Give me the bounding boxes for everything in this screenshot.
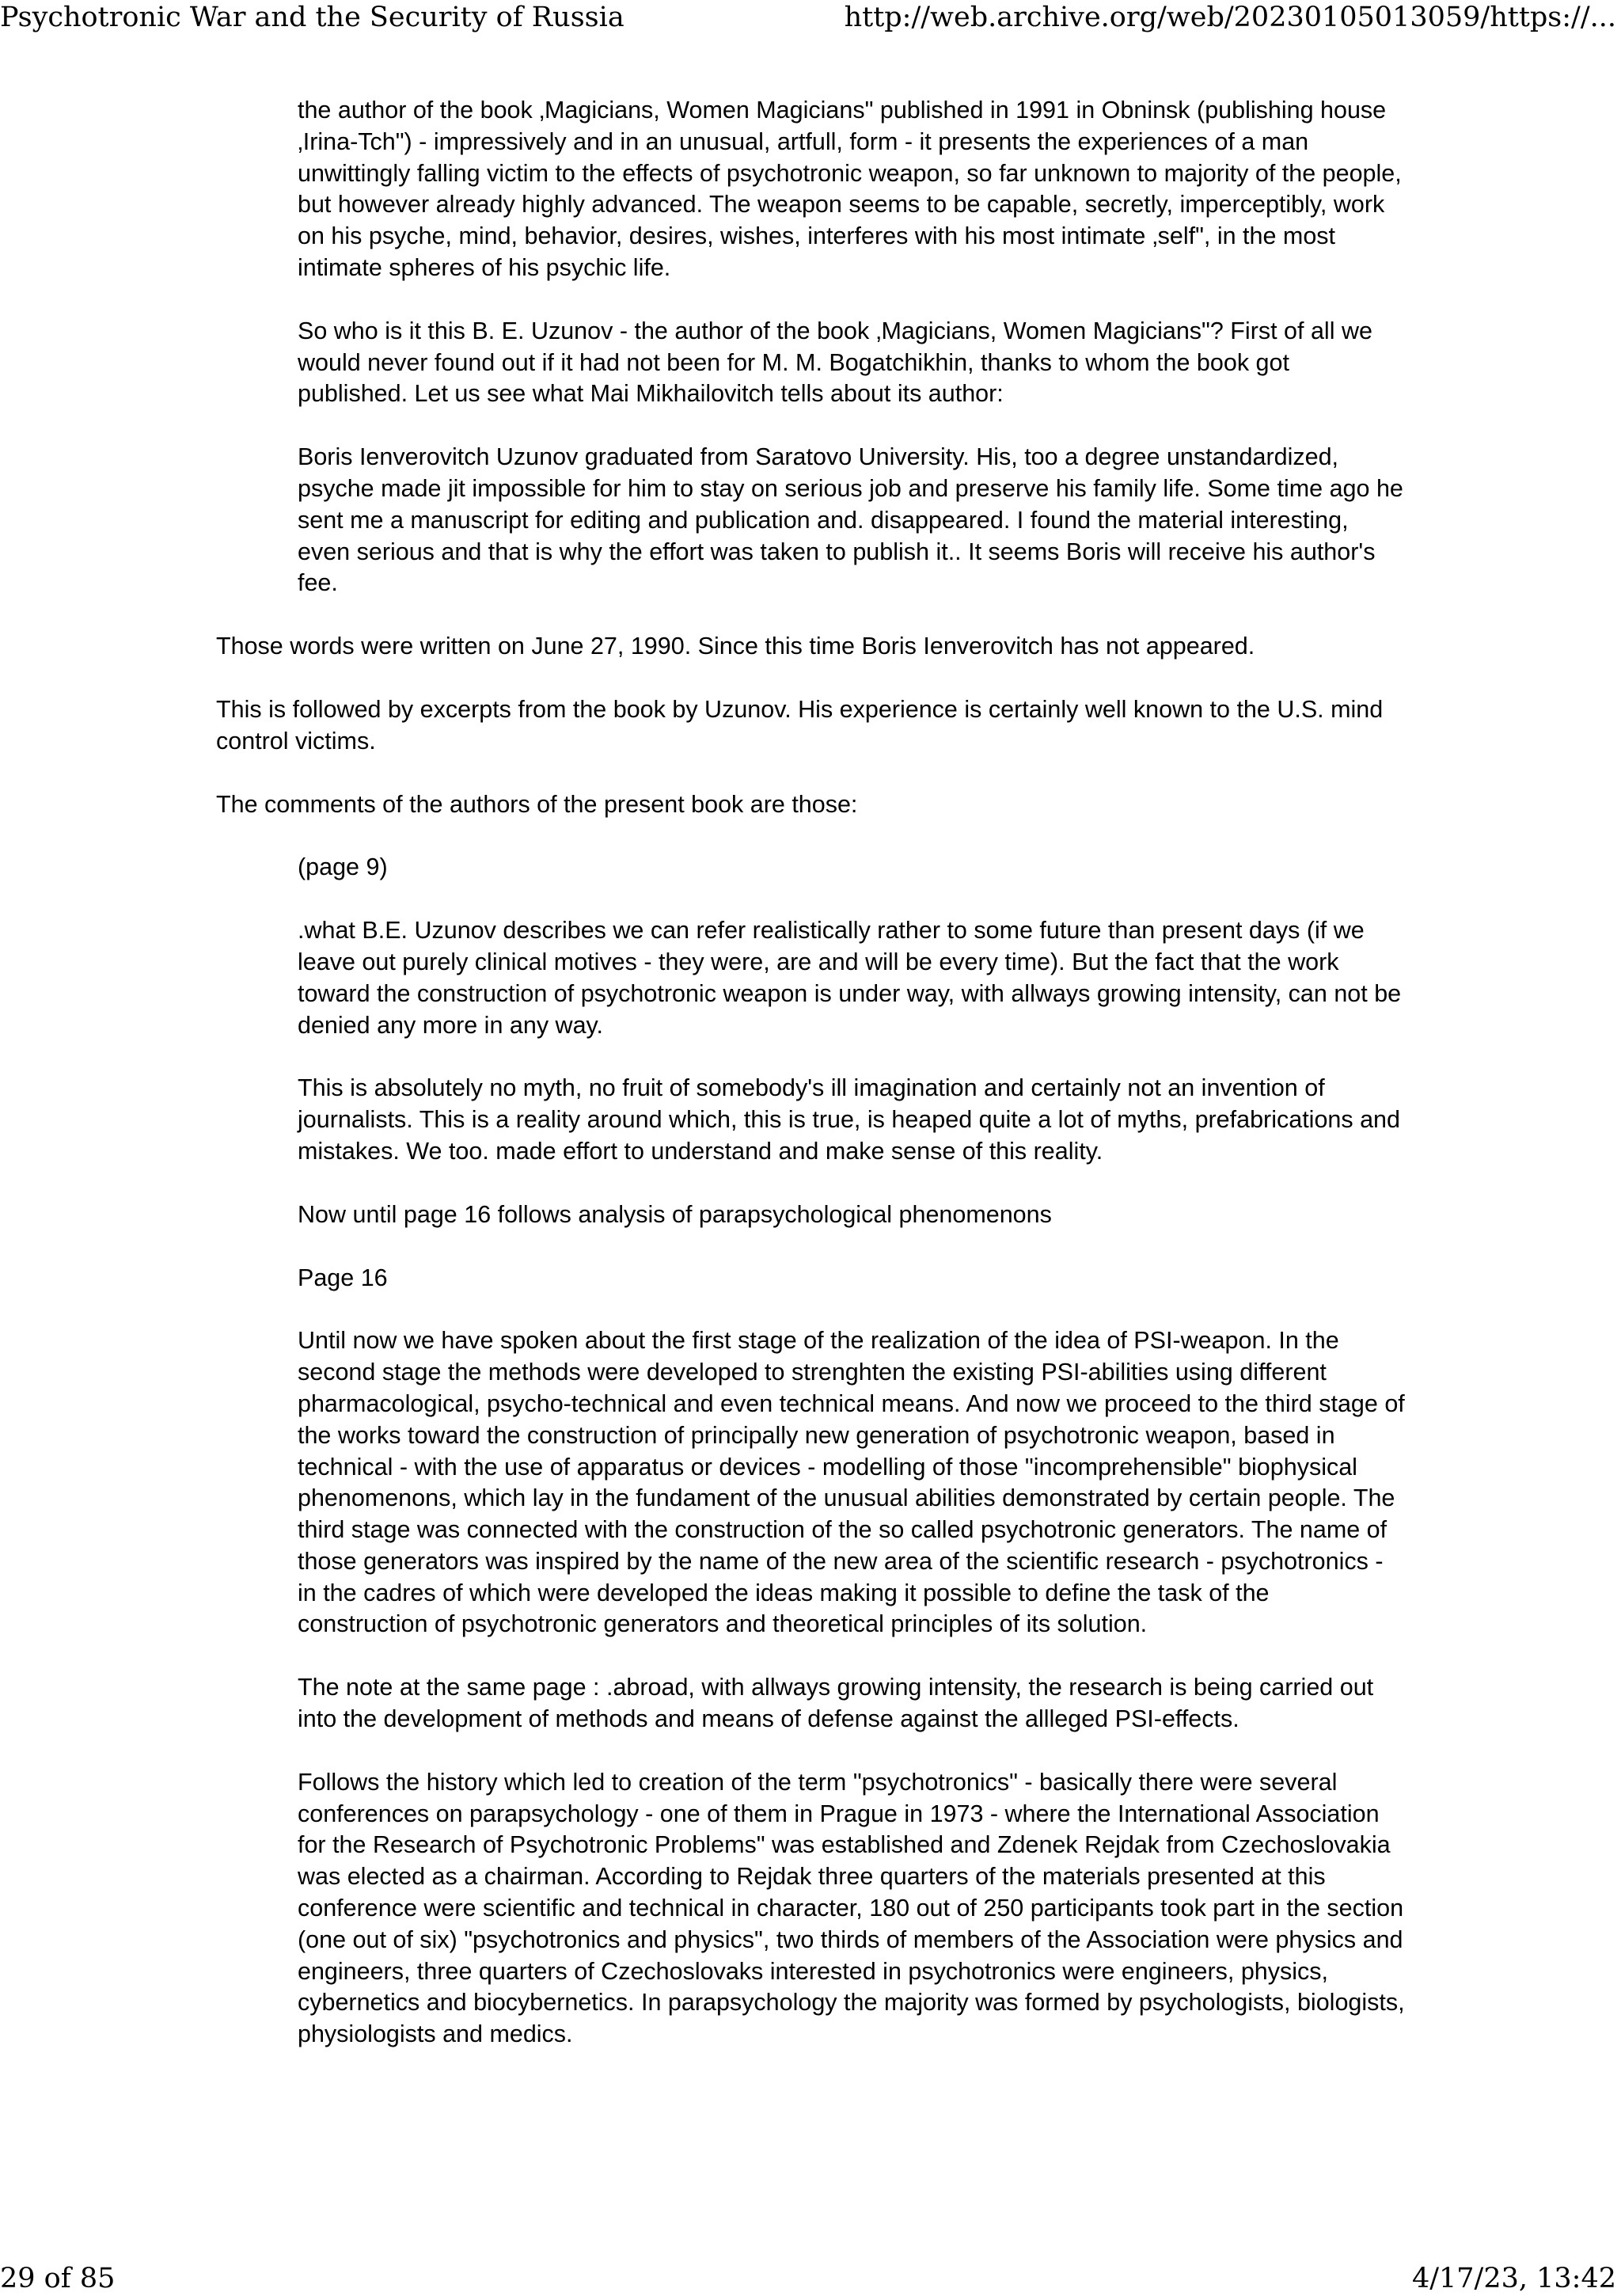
- paragraph-comments-intro: The comments of the authors of the present book are those:: [216, 790, 858, 818]
- paragraph-book-intro: the author of the book ‚Magicians, Women Magicians" published in 1991 in Obninsk (publishing house ‚Irina-Tch") - impressively and in an unusual, artfull, form - it presents the experiences of a man unwittingly falling victim to the effects of psychotronic weapon, so far unknown to majority of the people, but however already highly advanced. The weapon seems to be capable, secretly, imperceptibly, work on his psyche, mind, behavior, desires, wishes, interferes with his most intimate ‚self", in the most intimate spheres of his psychic life.: [298, 97, 1402, 281]
- paragraph-psychotronics-history: Follows the history which led to creation of the term "psychotronics" - basically there were several conferences on parapsychology - one of them in Prague in 1973 - where the International Association for the Research of Psychotronic Problems" was established and Zdenek Rejdak from Czechoslovakia was elected as a chairman. According to Rejdak three quarters of the materials presented at this conference were scientific and technical in character, 180 out of 250 participants took part in the section (one out of six) "psychotronics and physics", two thirds of members of the Association were physics and engineers, three quarters of Czechoslovaks interested in psychotronics were engineers, physics, cybernetics and biocybernetics. In parapsychology the majority was formed by psychologists, biologists, physiologists and medics.: [298, 1768, 1405, 2048]
- paragraph-no-myth: This is absolutely no myth, no fruit of somebody's ill imagination and certainly not an invention of journalists. This is a reality around which, this is true, is heaped quite a lot of myths, prefabrications and mistakes. We too. made effort to understand and make sense of this reality.: [298, 1074, 1400, 1165]
- paragraph-defense-note: The note at the same page : .abroad, with allways growing intensity, the research is being carried out into the development of methods and means of defense against the allleged PSI-effects.: [298, 1674, 1374, 1733]
- print-footer: [0, 2261, 1621, 2296]
- page-counter: 29 of 85: [0, 2263, 116, 2294]
- print-header: [0, 0, 1621, 35]
- page-title: Psychotronic War and the Security of Russia: [0, 2, 624, 33]
- paragraph-future-reality: .what B.E. Uzunov describes we can refer realistically rather to some future than present days (if we leave out purely clinical motives - they were, are and will be every time). But the fact that the work toward the construction of psychotronic weapon is under way, with allways growing intensity, can not be denied any more in any way.: [298, 917, 1402, 1039]
- article-body: [216, 95, 1435, 2051]
- paragraph-excerpts-note: This is followed by excerpts from the book by Uzunov. His experience is certainly well known to the U.S. mind control victims.: [216, 695, 1384, 755]
- paragraph-who-is-uzunov: So who is it this B. E. Uzunov - the author of the book ‚Magicians, Women Magicians"? First of all we would never found out if it had not been for M. M. Bogatchikhin, thanks to whom the book got published. Let us see what Mai Mikhailovitch tells about its author:: [298, 317, 1372, 408]
- page-url: http://web.archive.org/web/20230105013059/https://...: [844, 2, 1616, 33]
- print-datetime: 4/17/23, 13:42: [1411, 2263, 1616, 2294]
- paragraph-date-note: Those words were written on June 27, 1990. Since this time Boris Ienverovitch has not appeared.: [216, 633, 1255, 660]
- paragraph-page-9-label: (page 9): [298, 853, 388, 881]
- paragraph-page-16-label: Page 16: [298, 1264, 388, 1291]
- paragraph-analysis-note: Now until page 16 follows analysis of parapsychological phenomenons: [298, 1200, 1052, 1228]
- paragraph-psi-weapon-stages: Until now we have spoken about the first stage of the realization of the idea of PSI-weapon. In the second stage the methods were developed to strenghten the existing PSI-abilities using different pharmacological, psycho-technical and even technical means. And now we proceed to the third stage of the works toward the construction of principally new generation of psychotronic weapon, based in technical - with the use of apparatus or devices - modelling of those "incomprehensible" biophysical phenomenons, which lay in the fundament of the unusual abilities demonstrated by certain people. The third stage was connected with the construction of the so called psychotronic generators. The name of those generators was inspired by the name of the new area of the scientific research - psychotronics - in the cadres of which were developed the ideas making it possible to define the task of the construction of psychotronic generators and theoretical principles of its solution.: [298, 1327, 1405, 1638]
- paragraph-author-bio: Boris Ienverovitch Uzunov graduated from Saratovo University. His, too a degree unstandardized, psyche made jit impossible for him to stay on serious job and preserve his family life. Some time ago he sent me a manuscript for editing and publication and. disappeared. I found the material interesting, even serious and that is why the effort was taken to publish it.. It seems Boris will receive his author's fee.: [298, 443, 1403, 597]
